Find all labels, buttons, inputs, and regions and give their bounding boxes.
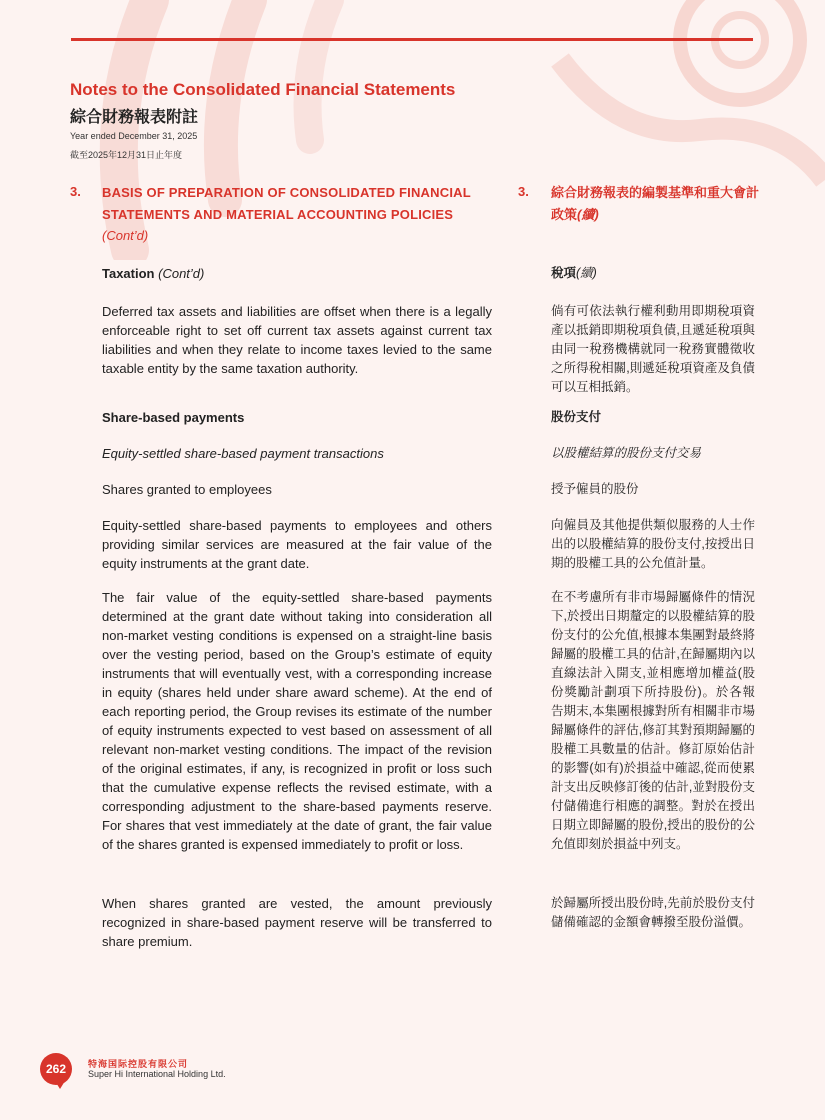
deferred-tax-paragraph-zh: 倘有可依法執行權利動用即期稅項資產以抵銷即期稅項負債,且遞延稅項與由同一稅務機構就同一稅務實體徵收之所得稅相關,則遞延稅項資產及負債可以互相抵銷。 <box>551 304 755 394</box>
page-title-zh: 綜合財務報表附註 <box>70 109 199 126</box>
equity-settled-subheading-en: Equity-settled share-based payment transactions <box>102 446 384 461</box>
header-rule <box>71 38 753 41</box>
shares-granted-subheading-zh: 授予僱員的股份 <box>551 482 639 496</box>
section-number-zh: 3. <box>518 184 529 199</box>
section-contd-en: (Cont’d) <box>102 228 149 243</box>
deferred-tax-paragraph-en: Deferred tax assets and liabilities are offset when there is a legally enforceable right to set off current tax assets against current tax liabilities and when they relate to income taxes levied to the same taxable entity by the same taxation authority. <box>102 304 492 376</box>
section-heading-zh-text: 綜合財務報表的編製基準和重大會計政策 <box>551 185 760 222</box>
equity-settled-subheading-zh: 以股權結算的股份支付交易 <box>551 446 702 460</box>
section-heading-zh <box>551 182 761 226</box>
taxation-label-en: Taxation <box>102 266 155 281</box>
section-contd-zh: (續) <box>577 207 599 222</box>
company-name-zh: 特海国际控股有限公司 <box>88 1059 189 1069</box>
paragraph-3-zh: 於歸屬所授出股份時,先前於股份支付儲備確認的金額會轉撥至股份溢價。 <box>551 896 755 929</box>
taxation-contd-zh: (續) <box>576 266 597 280</box>
shares-granted-subheading-en: Shares granted to employees <box>102 482 272 497</box>
paragraph-1-en: Equity-settled share-based payments to employees and others providing similar services are measured at the fair value of the equity instruments at the grant date. <box>102 518 492 571</box>
page-title-en: Notes to the Consolidated Financial Statements <box>70 80 456 99</box>
sbp-heading-en: Share-based payments <box>102 410 245 425</box>
period-en: Year ended December 31, 2025 <box>70 131 198 141</box>
taxation-label-zh: 稅項 <box>551 266 577 280</box>
paragraph-1-zh: 向僱員及其他提供類似服務的人士作出的以股權結算的股份支付,按授出日期的股權工具的公允值計量。 <box>551 518 755 570</box>
period-zh: 截至2025年12月31日止年度 <box>70 150 183 160</box>
taxation-heading-zh <box>551 264 755 283</box>
taxation-contd-en: (Cont’d) <box>158 266 205 281</box>
paragraph-3-en: When shares granted are vested, the amount previously recognized in share-based payment reserve will be transferred to share premium. <box>102 896 492 949</box>
paragraph-2-en: The fair value of the equity-settled share-based payments determined at the grant date without taking into consideration all non-market vesting conditions is expensed on a straight-line basis over the vesting period, based on the Group’s estimate of equity instruments that will eventually vest, with a corresponding increase in equity (shares held under share award scheme). At the end of each reporting period, the Group revises its estimate of the number of equity instruments expected to vest based on assessment of all relevant non-market vesting conditions. The impact of the revision of the original estimates, if any, is recognized in profit or loss such that the cumulative expense reflects the revised estimate, with a corresponding adjustment to the share-based payments reserve. For shares that vest immediately at the date of grant, the fair value of the shares granted is expensed immediately to profit or loss. <box>102 590 492 852</box>
paragraph-2-zh: 在不考慮所有非市場歸屬條件的情況下,於授出日期釐定的以股權結算的股份支付的公允值,根據本集團對最終將歸屬的股權工具的估計,在歸屬期內以直線法計入開支,並相應增加權益(股份獎勵計劃項下所持股份)。於各報告期末,本集團根據對所有相關非市場歸屬條件的評估,修訂其對預期歸屬的股權工具數量的估計。修訂原始估計的影響(如有)於損益中確認,從而使累計支出反映修訂後的估計,並對股份支付儲備進行相應的調整。對於在授出日期立即歸屬的股份,授出的股份的公允值即刻於損益中列支。 <box>551 590 755 851</box>
section-heading-en: BASIS OF PREPARATION OF CONSOLIDATED FINANCIAL STATEMENTS AND MATERIAL ACCOUNTING POLICIES <box>102 185 471 222</box>
sbp-heading-zh: 股份支付 <box>551 410 602 424</box>
section-number-en: 3. <box>70 184 81 199</box>
company-name-en: Super Hi International Holding Ltd. <box>88 1069 226 1079</box>
taxation-heading-en <box>102 264 492 283</box>
page-number: 262 <box>45 1062 67 1076</box>
page-number-badge-tail <box>55 1081 65 1089</box>
